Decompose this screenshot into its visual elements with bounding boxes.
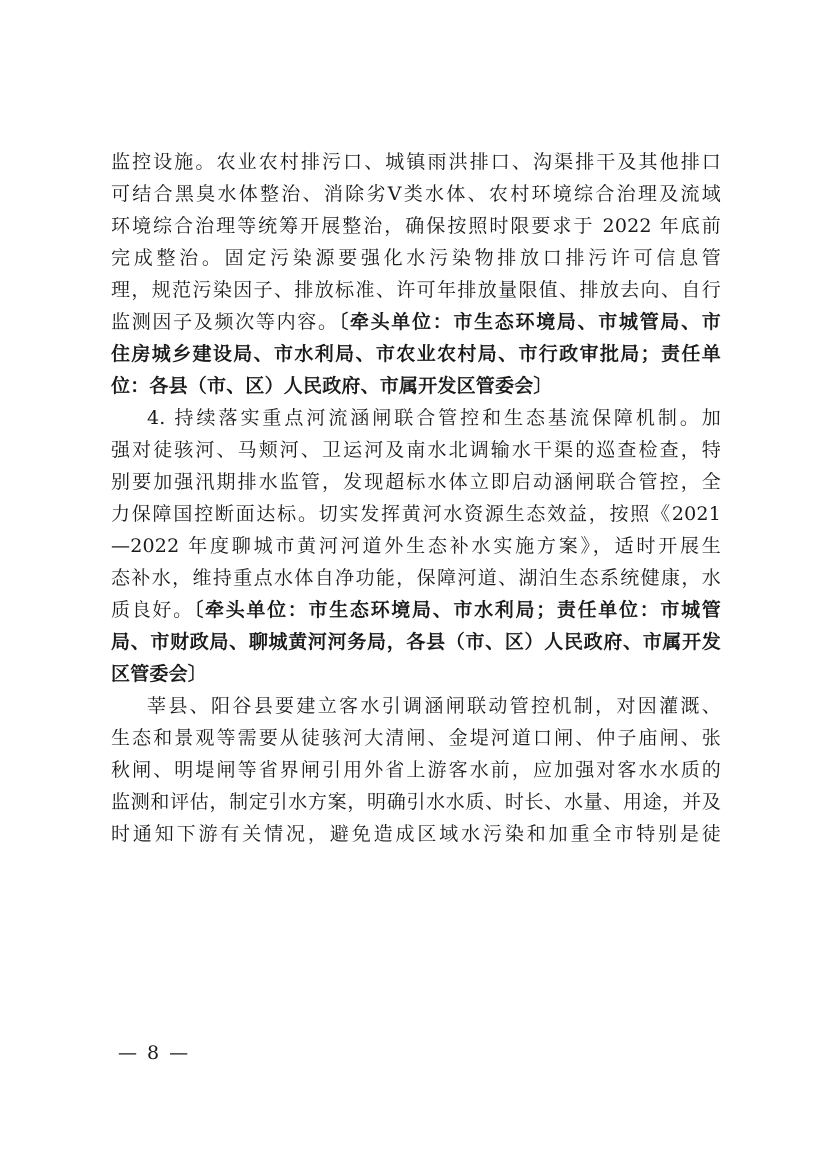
text-segment: 监控设施。农业农村排污口、城镇雨洪排口、沟渠排干及其他排口	[111, 151, 721, 173]
text-segment: 秋闸、明堤闸等省界闸引用外省上游客水前，应加强对客水水质的	[111, 759, 721, 781]
text-segment: 时通知下游有关情况，避免造成区域水污染和加重全市特别是徒	[111, 823, 721, 845]
text-segment: 可结合黑臭水体整治、消除劣Ⅴ类水体、农村环境综合治理及流域	[111, 183, 721, 205]
text-line	[111, 466, 721, 498]
text-segment: 监测因子及频次等内容。	[111, 311, 339, 333]
text-line	[111, 178, 721, 210]
text-line	[111, 818, 721, 850]
text-line	[111, 530, 721, 562]
bold-text-segment: 位：各县（市、区）人民政府、市属开发区管委会〕	[111, 375, 553, 397]
document-body	[111, 146, 721, 850]
text-segment: 4. 持续落实重点河流涵闸联合管控和生态基流保障机制。加	[147, 407, 721, 429]
text-line	[111, 498, 721, 530]
text-line	[111, 370, 721, 402]
text-segment: 强对徒骇河、马颊河、卫运河及南水北调输水干渠的巡查检查，特	[111, 439, 721, 461]
bold-text-segment: 区管委会〕	[111, 663, 208, 685]
text-line	[111, 562, 721, 594]
text-segment: 环境综合治理等统筹开展整治，确保按照时限要求于 2022 年底前	[111, 215, 721, 237]
text-segment: 理，规范污染因子、排放标准、许可年排放量限值、排放去向、自行	[111, 279, 721, 301]
text-segment: —2022 年度聊城市黄河河道外生态补水实施方案》，适时开展生	[111, 535, 721, 557]
text-segment: 监测和评估，制定引水方案，明确引水水质、时长、水量、用途，并及	[111, 791, 721, 813]
text-segment: 莘县、阳谷县要建立客水引调涵闸联动管控机制，对因灌溉、	[147, 695, 721, 717]
text-line	[111, 722, 721, 754]
text-line	[111, 338, 721, 370]
page-number: — 8 —	[118, 1042, 191, 1064]
text-line	[111, 594, 721, 626]
bold-text-segment: 〔牵头单位：市生态环境局、市水利局；责任单位：市城管	[193, 599, 722, 621]
text-segment: 生态和景观等需要从徒骇河大清闸、金堤河道口闸、仲子庙闸、张	[111, 727, 721, 749]
text-line	[111, 402, 721, 434]
text-line	[111, 690, 721, 722]
text-line	[111, 786, 721, 818]
text-segment: 别要加强汛期排水监管，发现超标水体立即启动涵闸联合管控，全	[111, 471, 721, 493]
text-line	[111, 274, 721, 306]
text-segment: 质良好。	[111, 599, 194, 621]
text-line	[111, 210, 721, 242]
text-segment: 完成整治。固定污染源要强化水污染物排放口排污许可信息管	[111, 247, 721, 269]
text-segment: 态补水，维持重点水体自净功能，保障河道、湖泊生态系统健康，水	[111, 567, 721, 589]
text-line	[111, 434, 721, 466]
text-line	[111, 626, 721, 658]
bold-text-segment: 〔牵头单位：市生态环境局、市城管局、市	[338, 311, 721, 333]
text-line	[111, 146, 721, 178]
bold-text-segment: 局、市财政局、聊城黄河河务局，各县（市、区）人民政府、市属开发	[111, 631, 721, 653]
text-line	[111, 306, 721, 338]
text-line	[111, 754, 721, 786]
bold-text-segment: 住房城乡建设局、市水利局、市农业农村局、市行政审批局；责任单	[111, 343, 721, 365]
text-line	[111, 658, 721, 690]
text-segment: 力保障国控断面达标。切实发挥黄河水资源生态效益，按照《2021	[111, 503, 721, 525]
text-line	[111, 242, 721, 274]
